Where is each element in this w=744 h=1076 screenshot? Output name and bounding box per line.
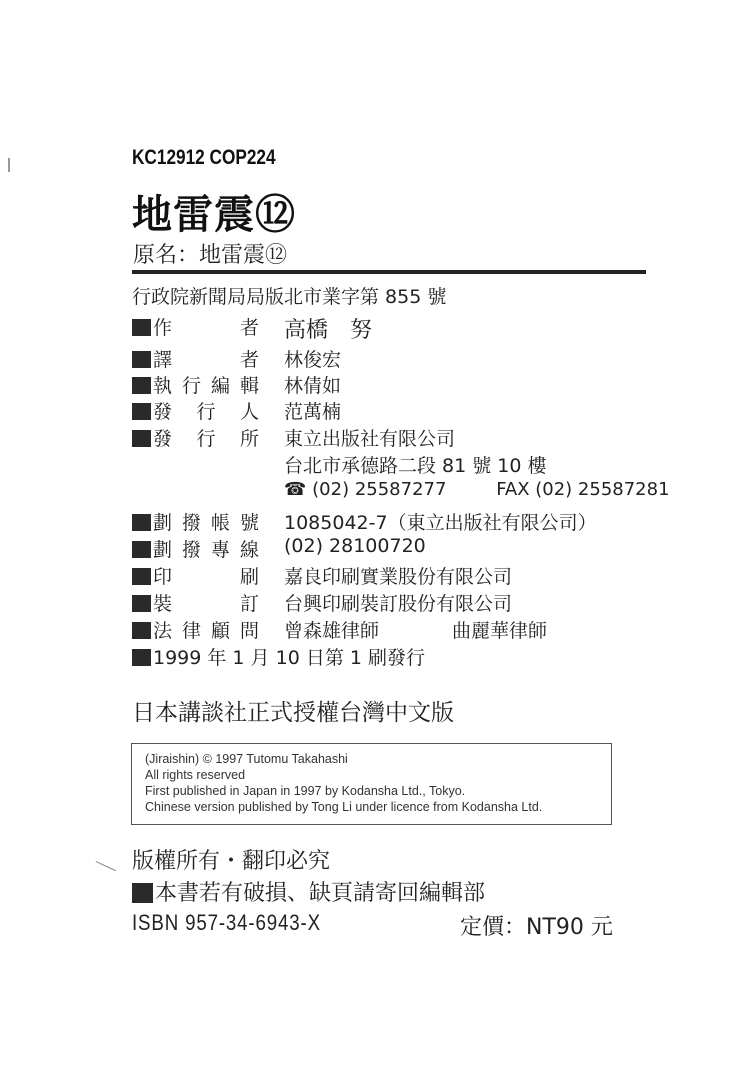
credit-value: 嘉良印刷實業股份有限公司: [284, 566, 513, 588]
bullet-square-icon: [132, 568, 151, 585]
credit-row: [132, 562, 513, 588]
credit-row: [132, 397, 342, 423]
bullet-square-icon: [132, 622, 151, 639]
credit-value: 1085042-7（東立出版社有限公司）: [284, 512, 597, 534]
credit-row: [132, 589, 513, 615]
credit-label: 作 者: [153, 317, 259, 339]
bullet-square-icon: [132, 403, 151, 420]
bullet-square-icon: [132, 319, 151, 336]
credit-label: 執行編輯: [153, 375, 259, 397]
publisher-address: 台北市承德路二段 81 號 10 樓: [284, 455, 547, 477]
original-title: 原名：地雷震⑫: [133, 243, 288, 268]
phone-number: (02) 25587277: [312, 479, 447, 500]
book-title: 地雷震⑫: [132, 192, 296, 238]
license-number: 行政院新聞局局版北市業字第 855 號: [132, 286, 447, 308]
scan-mark: [8, 158, 10, 172]
edition-text: 1999 年 1 月 10 日第 1 刷發行: [153, 647, 425, 669]
bullet-square-icon: [132, 649, 151, 666]
credit-value: 東立出版社有限公司: [284, 428, 456, 450]
bullet-square-icon: [132, 377, 151, 394]
credit-row: [132, 313, 373, 343]
credit-row: [132, 371, 342, 397]
credit-label: 譯 者: [153, 349, 259, 371]
credit-label: 法律顧問: [153, 620, 259, 642]
credit-value: 曾森雄律師: [284, 620, 380, 642]
copyright-line: (Jiraishin) © 1997 Tutomu Takahashi: [145, 752, 348, 766]
fax-number: FAX (02) 25587281: [496, 479, 670, 500]
credit-value: 林俊宏: [284, 349, 342, 371]
damage-notice-text: 本書若有破損、缺頁請寄回編輯部: [155, 881, 486, 906]
credit-row: [132, 616, 548, 642]
credit-label: 劃撥帳號: [153, 512, 259, 534]
isbn: ISBN 957-34-6943-X: [132, 910, 321, 935]
price: 定價：NT90 元: [460, 915, 613, 940]
catalog-code: KC12912 COP224: [132, 146, 276, 169]
bullet-square-icon: [132, 430, 151, 447]
credit-value: 范萬楠: [284, 401, 342, 423]
copyright-line: Chinese version published by Tong Li under licence from Kodansha Ltd.: [145, 800, 543, 814]
credit-value-2: 曲麗華律師: [452, 620, 548, 642]
edition-row: [132, 643, 425, 667]
telephone-icon: ☎: [284, 479, 307, 500]
divider-rule: [132, 270, 646, 274]
credit-row: [132, 424, 456, 450]
copyright-line: First published in Japan in 1997 by Kodansha Ltd., Tokyo.: [145, 784, 466, 798]
credit-label: 發行所: [153, 428, 259, 450]
credit-value: 高橋 努: [284, 318, 373, 343]
scan-mark: [96, 861, 116, 871]
credit-row: [132, 535, 426, 561]
bullet-square-icon: [132, 351, 151, 368]
bullet-square-icon: [132, 595, 151, 612]
credit-row: [132, 508, 597, 534]
damage-notice: [132, 876, 485, 907]
credit-row: [132, 345, 342, 371]
authorization-statement: 日本講談社正式授權台灣中文版: [132, 700, 454, 726]
credit-label: 劃撥專線: [153, 539, 259, 561]
credit-value: 台興印刷裝訂股份有限公司: [284, 593, 513, 615]
credit-value: 林倩如: [284, 375, 342, 397]
credit-label: 印 刷: [153, 566, 259, 588]
credit-value: (02) 28100720: [284, 535, 426, 557]
rights-reserved: 版權所有・翻印必究: [132, 849, 331, 874]
bullet-square-icon: [132, 514, 151, 531]
credit-label: 裝 訂: [153, 593, 259, 615]
credit-label: 發行人: [153, 401, 259, 423]
bullet-square-icon: [132, 541, 151, 558]
bullet-square-icon: [132, 883, 153, 903]
copyright-line: All rights reserved: [145, 768, 246, 782]
